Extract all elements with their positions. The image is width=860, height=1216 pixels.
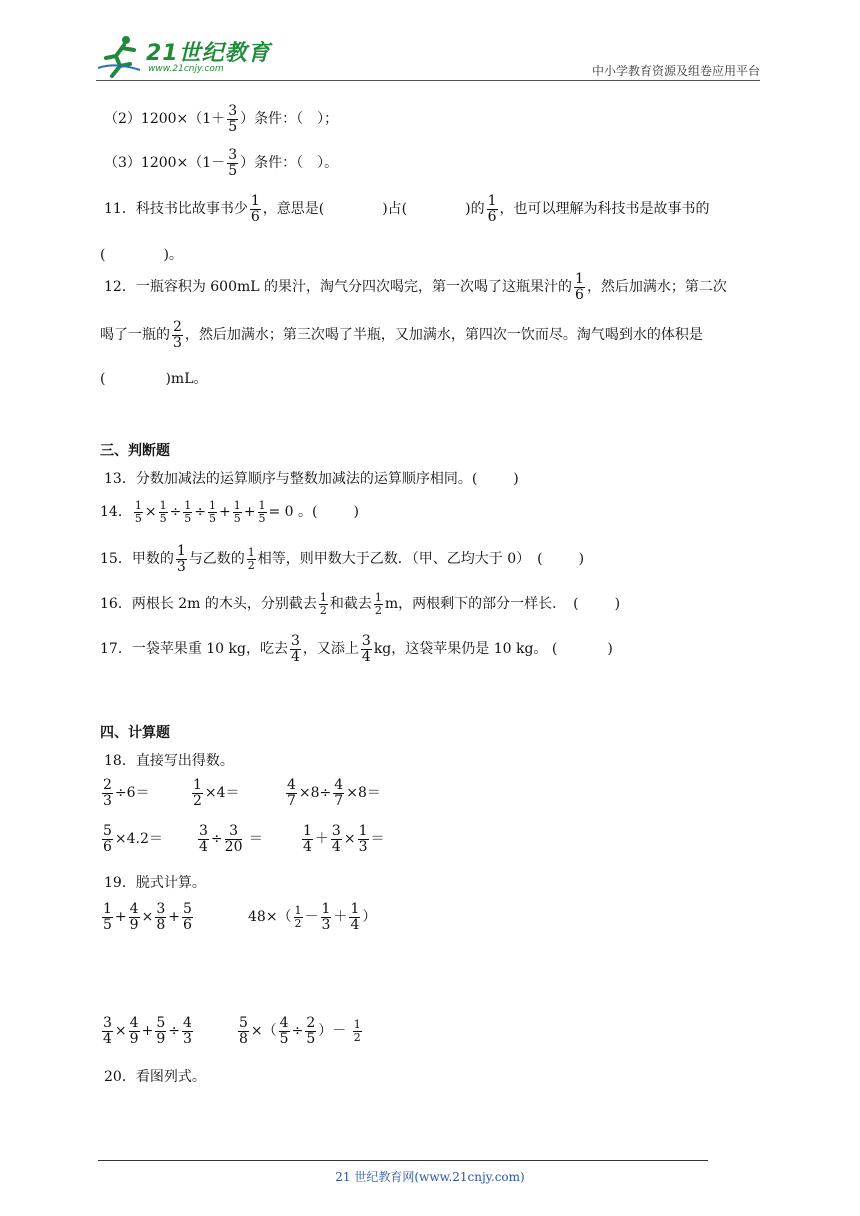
q10-item-2: （2）1200×（1＋ $\frac{3}{5}$ ）条件：（ ）； bbox=[104, 103, 339, 135]
question-19-title: 19．脱式计算。 bbox=[104, 875, 206, 891]
question-18-title: 18．直接写出得数。 bbox=[104, 753, 234, 769]
question-12-line2: 喝了一瓶的 $\frac{2}{3}$ ，然后加满水；第三次喝了半瓶，又加满水，第四次一饮而尽。淘气喝到水的体积是 bbox=[100, 319, 703, 351]
question-16: 16．两根长 2m 的木头，分别截去 $\frac{1}{2}$ 和截去 $\frac{1}{2}$ m，两根剩下的部分一样长． ( ) bbox=[100, 591, 621, 617]
question-12: 12．一瓶容积为 600mL 的果汁，淘气分四次喝完，第一次喝了这瓶果汁的 $\frac{1}{6}$ ，然后加满水；第二次 bbox=[104, 271, 727, 303]
q19-expr-3: $\frac{3}{4}$ × $\frac{4}{9}$ + $\frac{5}{9}$ ÷ $\frac{4}{3}$ bbox=[103, 1015, 192, 1047]
fraction: $\frac{1}{6}$ bbox=[487, 193, 497, 225]
fraction: $\frac{3}{5}$ bbox=[228, 103, 238, 135]
q19-expr-2: 48×（ $\frac{1}{2}$ － $\frac{1}{3}$ ＋ $\frac{1}{4}$ ） bbox=[248, 901, 377, 933]
q18-expr-4: $\frac{5}{6}$ ×4.2＝ bbox=[103, 823, 163, 855]
q18-expr-6: $\frac{1}{4}$ ＋ $\frac{3}{4}$ × $\frac{1}{3}$ ＝ bbox=[303, 823, 385, 855]
runner-logo-icon bbox=[96, 34, 144, 78]
fraction: $\frac{2}{3}$ bbox=[173, 319, 182, 351]
site-logo bbox=[96, 34, 271, 78]
logo-text: 21世纪教育 bbox=[146, 41, 271, 66]
header-platform-name: 中小学教育资源及组卷应用平台 bbox=[591, 64, 760, 78]
question-11-line2: ( )。 bbox=[100, 247, 183, 263]
q18-expr-3: $\frac{4}{7}$ ×8÷ $\frac{4}{7}$ ×8＝ bbox=[287, 777, 381, 809]
header-divider bbox=[96, 80, 760, 81]
q18-expr-2: $\frac{1}{2}$ ×4＝ bbox=[193, 777, 240, 809]
question-17: 17．一袋苹果重 10 kg，吃去 $\frac{3}{4}$ ，又添上 $\frac{3}{4}$ kg，这袋苹果仍是 10 kg。 ( ) bbox=[100, 633, 613, 665]
fraction: $\frac{1}{6}$ bbox=[575, 271, 584, 303]
question-13: 13．分数加减法的运算顺序与整数加减法的运算顺序相同。( ) bbox=[104, 471, 519, 487]
question-15: 15．甲数的 $\frac{1}{3}$ 与乙数的 $\frac{1}{2}$ 相等，则甲数大于乙数．（甲、乙均大于 0） ( ) bbox=[100, 543, 585, 575]
section-title-judgement: 三、判断题 bbox=[100, 443, 170, 459]
footer-link[interactable]: 21 世纪教育网(www.21cnjy.com) bbox=[335, 1170, 525, 1184]
q10-item-3: （3）1200×（1－ $\frac{3}{5}$ ）条件：（ ）。 bbox=[104, 147, 339, 179]
q19-expr-1: $\frac{1}{5}$ + $\frac{4}{9}$ × $\frac{3}{8}$ + $\frac{5}{6}$ bbox=[103, 901, 192, 933]
q18-expr-1: $\frac{2}{3}$ ÷6＝ bbox=[103, 777, 150, 809]
section-title-calculation: 四、计算题 bbox=[100, 725, 170, 741]
fraction: $\frac{3}{5}$ bbox=[228, 147, 238, 179]
question-11: 11．科技书比故事书少 $\frac{1}{6}$ ，意思是( )占( )的 $\frac{1}{6}$ ，也可以理解为科技书是故事书的 bbox=[104, 193, 710, 225]
q19-expr-4: $\frac{5}{8}$ ×（ $\frac{4}{5}$ ÷ $\frac{2}{5}$ ）－ $\frac{1}{2}$ bbox=[239, 1015, 361, 1047]
question-20-title: 20．看图列式。 bbox=[104, 1069, 206, 1085]
question-14: 14． $\frac{1}{5}$ × $\frac{1}{5}$ ÷ $\frac{1}{5}$ ÷ $\frac{1}{5}$ + $\frac{1}{5}$ + $\frac{1}{5}$ = 0 。( ) bbox=[100, 499, 359, 525]
logo-url: www.21cnjy.com bbox=[148, 64, 224, 74]
fraction: $\frac{1}{6}$ bbox=[250, 193, 260, 225]
footer-divider bbox=[98, 1160, 708, 1161]
q18-expr-5: $\frac{3}{4}$ ÷ $\frac{3}{20}$ ＝ bbox=[199, 823, 263, 855]
question-12-line3: ( )mL。 bbox=[100, 371, 208, 387]
